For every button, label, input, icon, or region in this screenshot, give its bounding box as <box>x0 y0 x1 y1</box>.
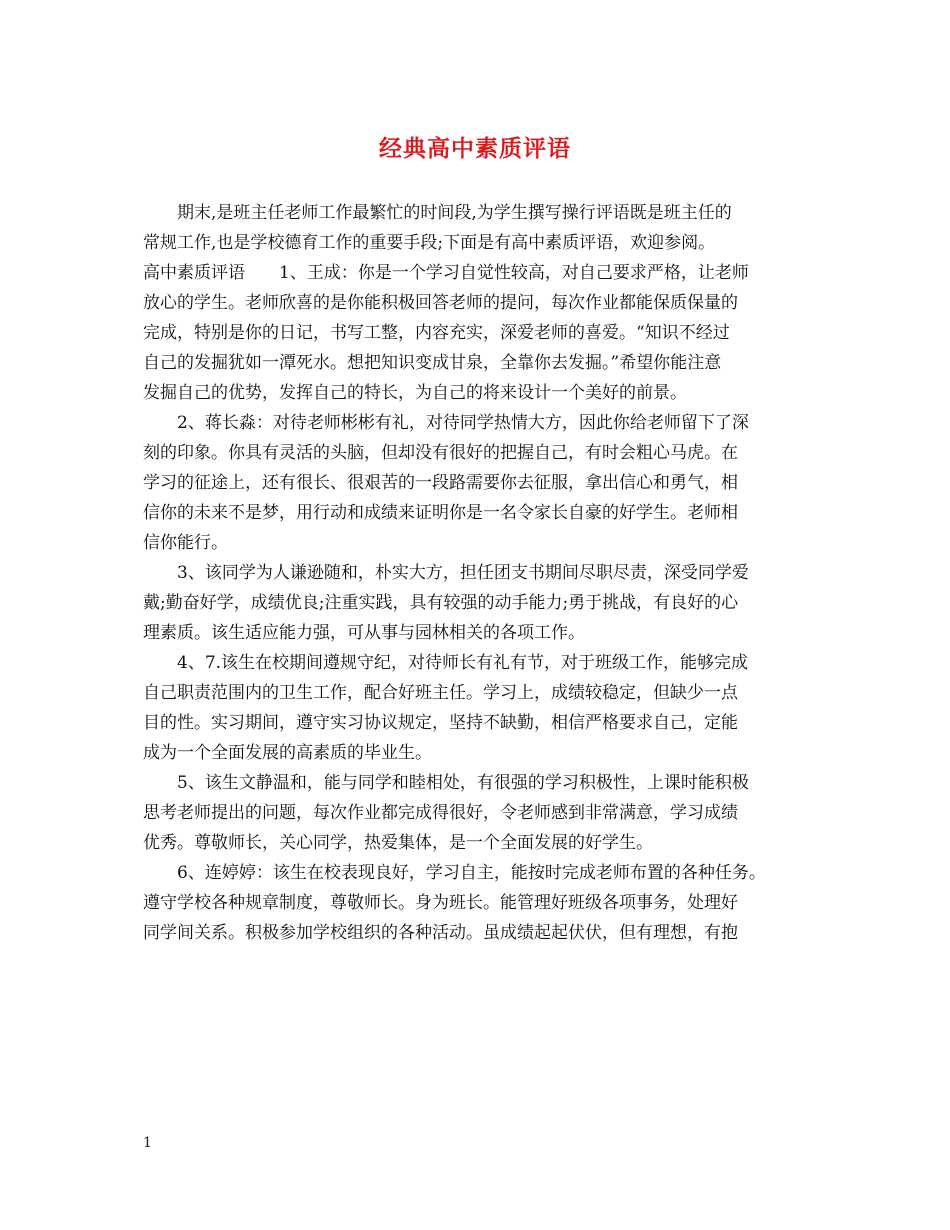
text-line: 戴;勤奋好学，成绩优良;注重实践，具有较强的动手能力;勇于挑战，有良好的心 <box>143 593 739 613</box>
text-line: 3、该同学为人谦逊随和，朴实大方，担任团支书期间尽职尽责，深受同学爱 <box>177 563 749 583</box>
text-line: 高中素质评语 1、王成：你是一个学习自觉性较高，对自己要求严格，让老师 <box>143 263 749 283</box>
text-line: 目的性。实习期间，遵守实习协议规定，坚持不缺勤，相信严格要求自己，定能 <box>143 713 738 733</box>
text-line: 完成，特别是你的日记，书写工整，内容充实，深爱老师的喜爱。“知识不经过 <box>143 323 730 343</box>
text-line: 刻的印象。你具有灵活的头脑，但却没有很好的把握自己，有时会粗心马虎。在 <box>143 443 738 463</box>
text-line: 理素质。该生适应能力强，可从事与园林相关的各项工作。 <box>143 623 585 643</box>
text-line: 自己的发掘犹如一潭死水。想把知识变成甘泉，全靠你去发掘。”希望你能注意 <box>143 353 722 373</box>
text-line: 信你的未来不是梦，用行动和成绩来证明你是一名令家长自豪的好学生。老师相 <box>143 503 738 523</box>
text-line: 优秀。尊敬师长，关心同学，热爱集体，是一个全面发展的好学生。 <box>143 833 653 853</box>
text-line: 4、7.该生在校期间遵规守纪，对待师长有礼有节，对于班级工作，能够完成 <box>177 653 749 673</box>
text-line: 信你能行。 <box>143 533 228 553</box>
text-line: 发掘自己的优势，发挥自己的特长，为自己的将来设计一个美好的前景。 <box>143 383 687 403</box>
text-line: 遵守学校各种规章制度，尊敬师长。身为班长。能管理好班级各项事务，处理好 <box>143 893 738 913</box>
text-line: 常规工作,也是学校德育工作的重要手段;下面是有高中素质评语，欢迎参阅。 <box>143 233 716 253</box>
text-line: 5、该生文静温和，能与同学和睦相处，有很强的学习积极性，上课时能积极 <box>177 773 749 793</box>
text-line: 放心的学生。老师欣喜的是你能积极回答老师的提问，每次作业都能保质保量的 <box>143 293 738 313</box>
document-body <box>143 198 811 948</box>
text-line: 自己职责范围内的卫生工作，配合好班主任。学习上，成绩较稳定，但缺少一点 <box>143 683 738 703</box>
text-line: 6、连婷婷：该生在校表现良好，学习自主，能按时完成老师布置的各种任务。 <box>177 863 766 883</box>
text-line: 期末,是班主任老师工作最繁忙的时间段,为学生撰写操行评语既是班主任的 <box>177 203 732 223</box>
document-title: 经典高中素质评语 <box>379 135 571 162</box>
text-line: 成为一个全面发展的高素质的毕业生。 <box>143 743 432 763</box>
page-number: 1 <box>143 1135 152 1151</box>
text-line: 思考老师提出的问题，每次作业都完成得很好，令老师感到非常满意，学习成绩 <box>143 803 738 823</box>
text-line: 学习的征途上，还有很长、很艰苦的一段路需要你去征服，拿出信心和勇气，相 <box>143 473 738 493</box>
text-line: 同学间关系。积极参加学校组织的各种活动。虽成绩起起伏伏，但有理想，有抱 <box>143 923 738 943</box>
text-line: 2、蒋长淼：对待老师彬彬有礼，对待同学热情大方，因此你给老师留下了深 <box>177 413 749 433</box>
